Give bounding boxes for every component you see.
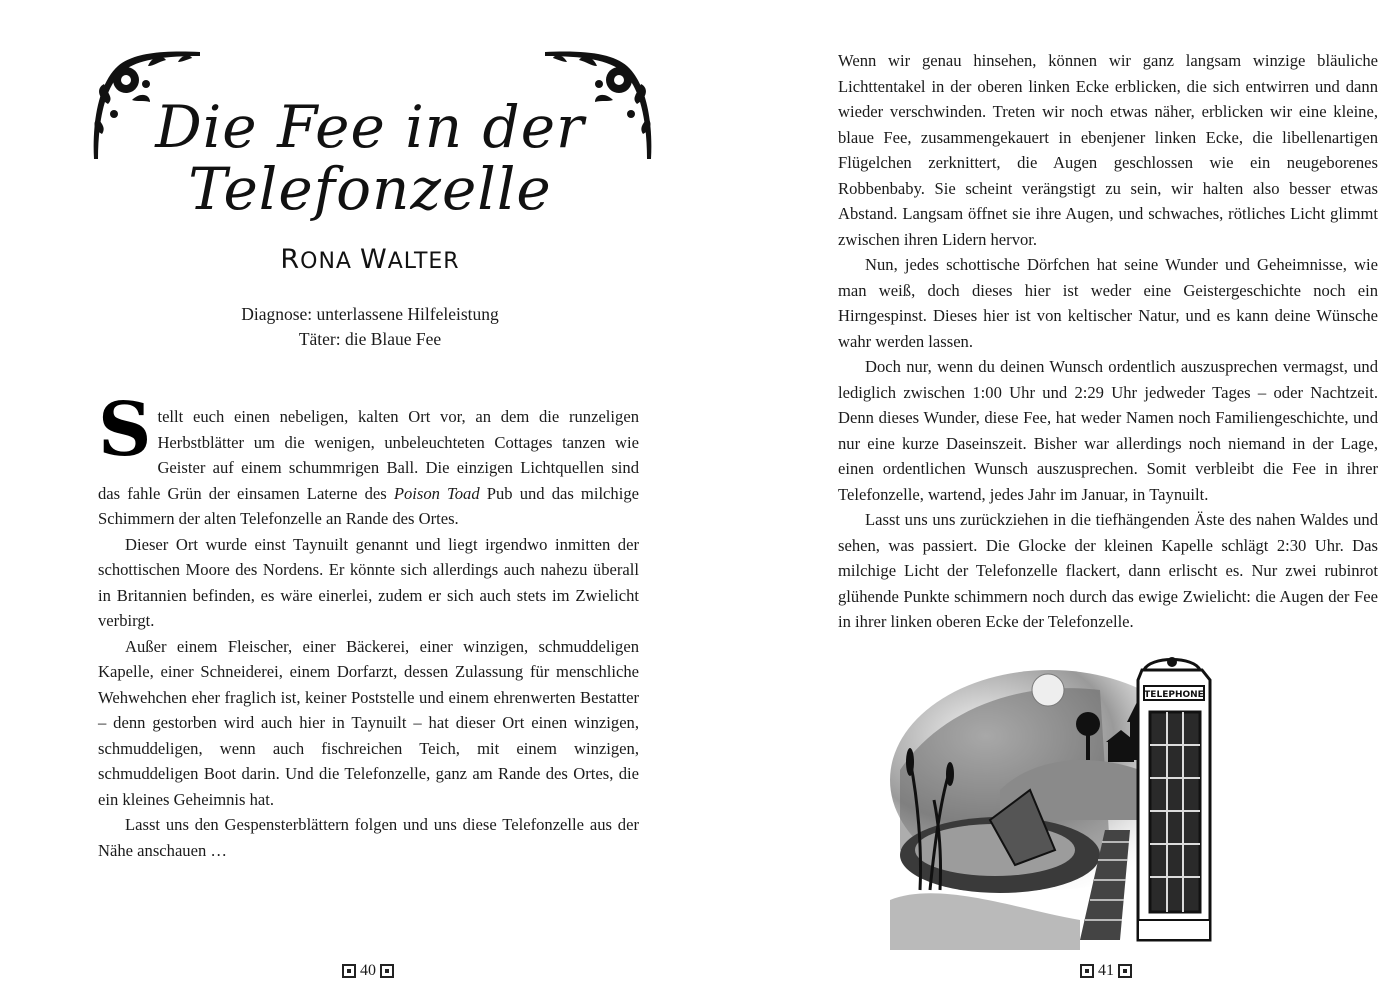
perpetrator-line: Täter: die Blaue Fee	[298, 329, 442, 349]
author-last-rest: ALTER	[387, 249, 460, 274]
author-first-rest: ONA	[300, 249, 360, 274]
page-ornament-icon	[1118, 964, 1132, 978]
paragraph: Lasst uns uns zurückziehen in die tiefhängenden Äste des nahen Waldes und sehen, was passiert. Die Glocke der kleinen Kapelle schlägt 2:30 Uhr. Das milchige Licht der Telefonzelle flackert, dann erlischt es. Nur zwei rubinrot glühende Punkte schimmern noch durch das ewige Zwielicht: die Augen der Fee in ihrer linken oberen Ecke der Telefonzelle.	[838, 510, 1378, 631]
pub-name: Poison Toad	[393, 483, 480, 503]
page-number-right: 41	[1080, 962, 1132, 980]
page-number-left: 40	[342, 962, 394, 980]
chapter-title: Die Fee in der Telefonzelle	[155, 93, 585, 223]
right-body-text	[838, 48, 1378, 635]
author-initial-first: R	[280, 244, 301, 275]
page-ornament-icon	[1080, 964, 1094, 978]
author-initial-last: W	[359, 244, 388, 275]
diagnosis-line: Diagnose: unterlassene Hilfeleistung	[241, 304, 499, 324]
left-body-text	[98, 387, 639, 863]
page-ornament-icon	[342, 964, 356, 978]
paragraph: Außer einem Fleischer, einer Bäckerei, einer winzigen, schmuddeligen Kapelle, einer Schneiderei, einem Dorfarzt, dessen Zulassung für menschliche Wehwehchen eher fraglich ist, keiner Poststelle und einem ehrenwerten Bestatter – denn gestorben wird auch hier in Taynuilt – hat dieser Ort einen winzigen, schmuddeligen, wenn auch fischreichen Teich, mit einem winzigen, schmuddeligen Boot darin. Und die Telefonzelle, ganz am Rande des Ortes, die ein kleines Geheimnis hat.	[98, 636, 639, 809]
paragraph: Dieser Ort wurde einst Taynuilt genannt und liegt irgendwo inmitten der schottischen Moore des Nordens. Er könnte sich allerdings auch nahezu überall in Britannien befinden, es wäre einerlei, zudem er sich auch stets im Zwielicht verbirgt.	[98, 534, 639, 630]
paragraph: Lasst uns den Gespensterblättern folgen und uns diese Telefonzelle aus der Nähe anschauen …	[98, 815, 639, 860]
author-name	[170, 244, 570, 275]
paragraph: Nun, jedes schottische Dörfchen hat seine Wunder und Geheimnisse, wie man weiß, doch dieses hier ist weder eine Geistergeschichte noch ein Hirngespinst. Dieses hier ist von keltischer Natur, und es kann deine Wünsche wahr werden lassen.	[838, 255, 1378, 351]
paragraph: Doch nur, wenn du deinen Wunsch ordentlich auszusprechen vermagst, und lediglich zwischen 1:00 Uhr und 2:29 Uhr jedweder Tages – oder Nachtzeit. Denn dieses Wunder, diese Fee, hat weder Namen noch Familiengeschichte, und nur eine kurze Daseinszeit. Bisher war allerdings noch niemand in der Lage, einen ordentlichen Wunsch auszusprechen. Somit verbleibt die Fee in ihrer Telefonzelle, wartend, jedes Jahr im Januar, in Taynuilt.	[838, 357, 1378, 504]
drop-cap: S	[98, 387, 152, 473]
booth-sign: TELEPHONE	[1144, 690, 1204, 700]
diagnosis-block	[120, 302, 620, 352]
village-phone-booth-illustration	[880, 650, 1220, 950]
paragraph: Stellt euch einen nebeligen, kalten Ort vor, an dem die runzeligen Herbstblätter um die wenigen, unbeleuchteten Cottages tanzen wie Geister auf einem schummrigen Ball. Die einzigen Lichtquellen sind das fahle Grün der einsamen Laterne des Poison Toad Pub und das milchige Schimmern der alten Telefonzelle an Rande des Ortes.	[98, 387, 639, 528]
page-ornament-icon	[380, 964, 394, 978]
paragraph: Wenn wir genau hinsehen, können wir ganz langsam winzige bläuliche Lichttentakel in der oberen linken Ecke erblicken, die sich entwirren und dann wieder verschwinden. Treten wir noch etwas näher, erblicken wir eine kleine, blaue Fee, zusammengekauert in ebenjener linken Ecke, die libellenartigen Flügelchen zerknittert, die Augen geschlossen wie ein neugeborenes Robbenbaby. Sie scheint verängstigt zu sein, wir halten also besser etwas Abstand. Langsam öffnet sie ihre Augen, und schwaches, rötliches Licht glimmt zwischen ihren Lidern hervor.	[838, 51, 1378, 249]
